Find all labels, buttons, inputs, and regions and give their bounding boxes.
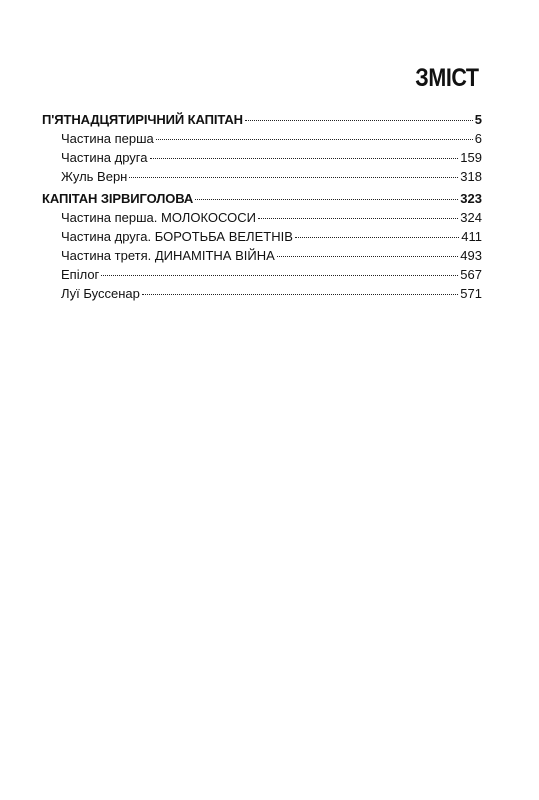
toc-entry bbox=[42, 129, 482, 148]
dot-leader bbox=[245, 120, 473, 121]
dot-leader bbox=[195, 199, 458, 200]
dot-leader bbox=[156, 139, 473, 140]
toc-page-number: 318 bbox=[460, 169, 482, 184]
dot-leader bbox=[129, 177, 458, 178]
toc-entry bbox=[42, 208, 482, 227]
toc-entry bbox=[42, 265, 482, 284]
toc-page-number: 324 bbox=[460, 210, 482, 225]
toc-entry bbox=[42, 167, 482, 186]
toc-entry-title: Частина третя. ДИНАМІТНА ВІЙНА bbox=[61, 248, 275, 263]
toc-page-number: 159 bbox=[460, 150, 482, 165]
toc-entry bbox=[42, 284, 482, 303]
toc-part-title: КАПІТАН ЗІРВИГОЛОВА bbox=[42, 191, 194, 206]
toc-page-number: 567 bbox=[460, 267, 482, 282]
dot-leader bbox=[277, 256, 459, 257]
toc-entry bbox=[42, 246, 482, 265]
dot-leader bbox=[295, 237, 459, 238]
toc-entry-title: Луї Буссенар bbox=[61, 286, 140, 301]
toc-entry-title: Частина перша. МОЛОКОСОСИ bbox=[61, 210, 256, 225]
toc-entry-title: Епілог bbox=[61, 267, 100, 282]
toc-entry-title: Частина друга bbox=[61, 150, 148, 165]
toc-entry-title: Жуль Верн bbox=[61, 169, 128, 184]
page-title: ЗМІСТ bbox=[415, 64, 479, 92]
toc-page-number: 571 bbox=[460, 286, 482, 301]
toc-section-2 bbox=[42, 189, 482, 303]
toc-entry bbox=[42, 227, 482, 246]
toc-part-heading bbox=[42, 110, 482, 129]
toc-part-heading bbox=[42, 189, 482, 208]
toc-section-1 bbox=[42, 110, 482, 186]
toc-entry-title: Частина друга. БОРОТЬБА ВЕЛЕТНІВ bbox=[61, 229, 293, 244]
toc-page-number: 411 bbox=[461, 229, 482, 244]
toc-entry bbox=[42, 148, 482, 167]
toc-part-title: П'ЯТНАДЦЯТИРІЧНИЙ КАПІТАН bbox=[42, 112, 243, 127]
dot-leader bbox=[150, 158, 459, 159]
toc-page-number: 6 bbox=[474, 131, 482, 146]
toc-entry-title: Частина перша bbox=[61, 131, 154, 146]
toc-page-number: 5 bbox=[474, 112, 482, 127]
toc-page-number: 493 bbox=[460, 248, 482, 263]
toc-page-number: 323 bbox=[460, 191, 482, 206]
dot-leader bbox=[142, 294, 458, 295]
dot-leader bbox=[258, 218, 458, 219]
dot-leader bbox=[101, 275, 458, 276]
